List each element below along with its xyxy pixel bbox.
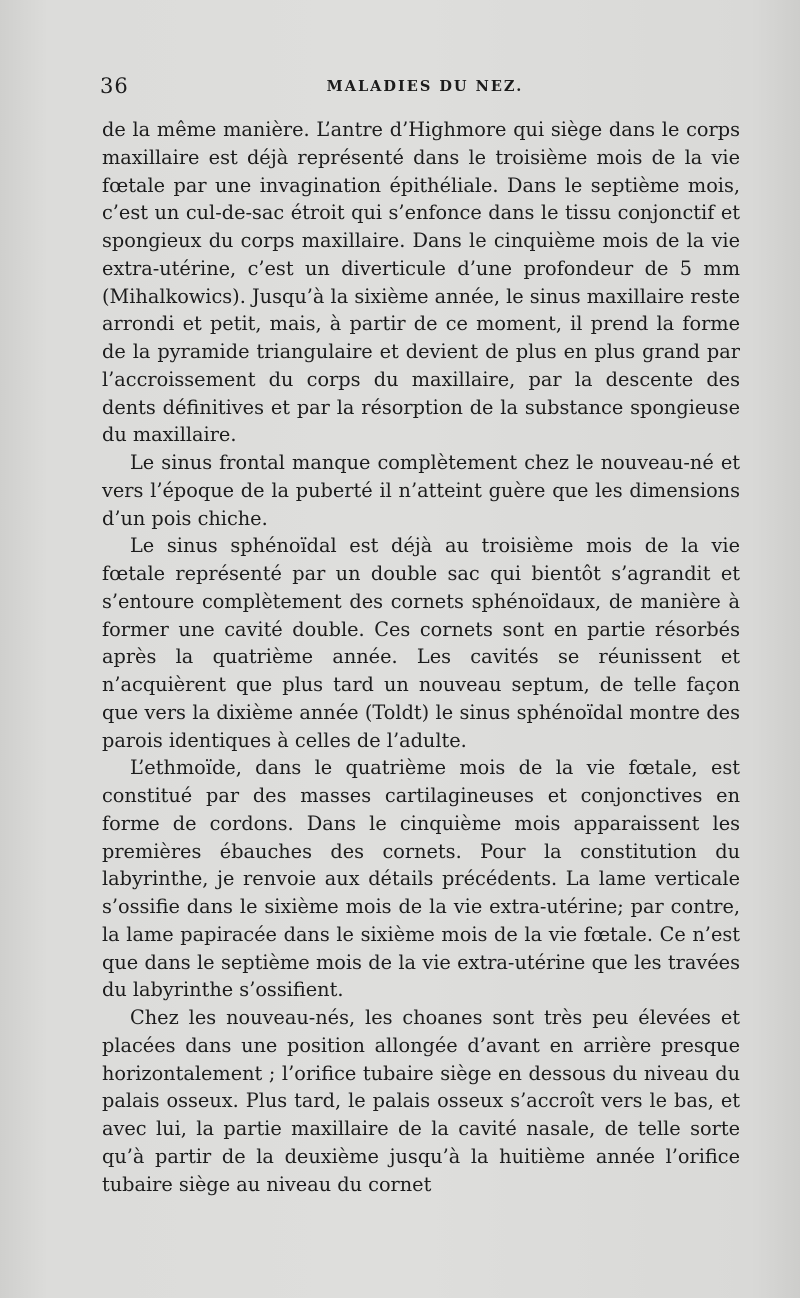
paragraph-ethmoide: L’ethmoïde, dans le quatrième mois de la vie fœtale, est constitué par des masses cartilagineuses et conjonctives en forme de cordons. Dans le cinquième mois apparaissent les premières ébauches des cornets. Pour la constitution du labyrinthe, je renvoie aux détails précédents. La lame verticale s’ossifie dans le sixième mois de la vie extra-utérine; par contre, la lame papiracée dans le sixième mois de la vie fœtale. Ce n’est que dans le septième mois de la vie extra-utérine que les travées du labyrinthe s’ossifient.: [102, 756, 740, 1002]
paragraph-antre-highmore: de la même manière. L’antre d’Highmore qui siège dans le corps maxillaire est déjà représenté dans le troisième mois de la vie fœtale par une invagination épithéliale. Dans le septième mois, c’est un cul-de-sac étroit qui s’enfonce dans le tissu conjonctif et spongieux du corps maxillaire. Dans le cinquième mois de la vie extra-utérine, c’est un diverticule d’une profondeur de 5 mm (Mihalkowics). Jusqu’à la sixième année, le sinus maxillaire reste arrondi et petit, mais, à partir de ce moment, il prend la forme de la pyramide triangulaire et devient de plus en plus grand par l’accroissement du corps du maxillaire, par la descente des dents définitives et par la résorption de la substance spongieuse du maxillaire.: [102, 118, 740, 447]
body-text: [102, 116, 740, 1198]
paragraph-sinus-frontal: Le sinus frontal manque complètement chez le nouveau-né et vers l’époque de la puberté il n’atteint guère que les dimensions d’un pois chiche.: [102, 451, 740, 530]
paragraph-choanes: Chez les nouveau-nés, les choanes sont très peu élevées et placées dans une position allongée d’avant en arrière presque horizontalement ; l’orifice tubaire siège en dessous du niveau du palais osseux. Plus tard, le palais osseux s’accroît vers le bas, et avec lui, la partie maxillaire de la cavité nasale, de telle sorte qu’à partir de la deuxième jusqu’à la huitième année l’orifice tubaire siège au niveau du cornet: [102, 1006, 740, 1196]
running-title: MALADIES DU NEZ.: [326, 78, 524, 95]
page-number: 36: [100, 74, 129, 98]
paragraph-sinus-sphenoidal: Le sinus sphénoïdal est déjà au troisième mois de la vie fœtale représenté par un double sac qui bientôt s’agrandit et s’entoure complètement des cornets sphénoïdaux, de manière à former une cavité double. Ces cornets sont en partie résorbés après la quatrième année. Les cavités se réunissent et n’acquièrent que plus tard un nouveau septum, de telle façon que vers la dixième année (Toldt) le sinus sphénoïdal montre des parois identiques à celles de l’adulte.: [102, 534, 740, 752]
running-head: [100, 74, 740, 102]
